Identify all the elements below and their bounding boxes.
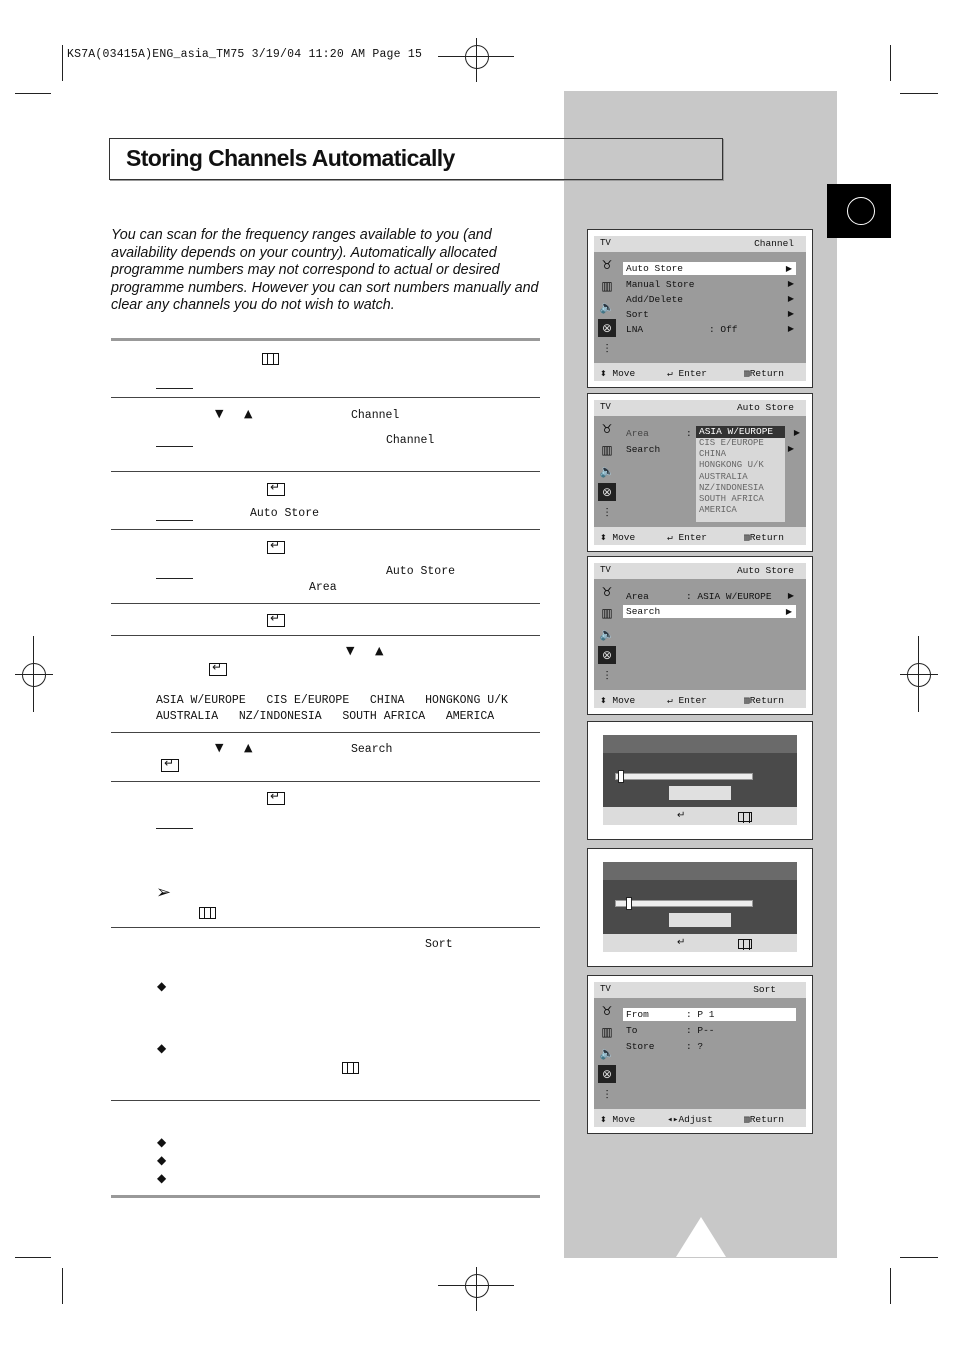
move-label: Move [612,368,636,379]
registration-line [33,636,34,712]
progress-track [615,773,753,780]
enter-button-icon [267,483,285,496]
registration-line [900,674,938,675]
menu-item-manual-store[interactable]: Manual Store [626,279,695,290]
crop-mark [900,93,938,94]
menu-icon: ▥ [744,1114,750,1125]
enter-button-icon [161,759,179,772]
stop-button[interactable] [669,913,731,927]
step-code-auto-store: Auto Store [386,565,456,578]
crop-mark [890,1268,891,1304]
updown-icon: ⬍ [600,533,607,542]
setup-icon: ⫶ [605,342,609,356]
area-option[interactable]: HONGKONG U/K [699,460,764,471]
antenna-icon: ⊗ [598,1065,616,1083]
progress-footer [603,807,797,825]
tv-label: TV [600,565,611,575]
bullet-diamond-icon: ◆ [157,1153,167,1167]
area-option-selected[interactable]: ASIA W/EUROPE [696,426,785,438]
step-divider [111,732,540,733]
menu-item-auto-store[interactable] [623,262,796,275]
tv-label: TV [600,984,611,994]
return-hint [744,368,784,379]
enter-label: Enter [678,695,707,706]
stop-button[interactable] [669,786,731,800]
menu-item-label: Auto Store [626,263,684,274]
registration-line [476,1267,477,1311]
area-item[interactable]: Area [626,591,649,602]
result-underline [156,446,193,447]
submenu-arrow-icon: ▶ [787,444,794,453]
from-label: From [626,1009,649,1020]
antenna-icon: ⊗ [598,646,616,664]
screen-title: Auto Store [736,402,794,413]
area-option[interactable]: AMERICA [699,505,737,516]
enter-button-icon [267,541,285,554]
area-option[interactable]: CIS E/EUROPE [699,438,764,448]
progress-track [615,900,753,907]
step-code-channel: Channel [351,409,400,422]
area-option[interactable]: AUSTRALIA [699,471,748,482]
step-divider [111,635,540,636]
crop-mark [15,93,51,94]
menu-item-sort[interactable]: Sort [626,309,649,320]
setup-icon: ⫶ [605,1088,609,1102]
step-divider [111,471,540,472]
search-item[interactable]: Search [626,444,661,455]
tv-screen-search-progress-1 [587,721,813,840]
registration-mark [22,663,46,687]
return-label: Return [749,695,784,706]
sort-store-row[interactable]: Store [626,1041,655,1052]
picture-icon: ♉ [601,422,613,436]
enter-hint [667,532,707,543]
progress-header [603,735,797,753]
step-code-search: Search [351,743,393,756]
area-list-line1: ASIA W/EUROPE CIS E/EUROPE CHINA HONGKONG U/K [156,694,508,707]
intro-text: You can scan for the frequency ranges available to you (and availability depends on your country). Automatically allocated programme numbers may not correspond to actual or desired programme numbers. However you can sort numbers manually and clear any channels you do not wish to watch. [111,227,539,314]
channel-list-icon: ▥ [601,1025,613,1039]
enter-icon: ↵ [667,532,673,543]
enter-button-icon [267,792,285,805]
enter-hint [667,368,707,379]
page-triangle-icon [676,1217,726,1257]
sound-icon: 🔈 [599,627,615,641]
channel-list-icon: ▥ [601,606,613,620]
menu-icon: ▥ [744,532,750,543]
up-arrow-icon: ▲ [244,741,253,754]
submenu-arrow-icon: ▶ [787,279,794,288]
return-hint [744,695,784,706]
area-colon: : [686,428,692,439]
move-hint [600,532,635,543]
print-header: KS7A(03415A)ENG_asia_TM75 3/19/04 11:20 AM Page 15 [67,48,423,61]
enter-icon: ↵ [677,937,686,948]
registration-mark [465,1274,489,1298]
sort-to-row[interactable]: To [626,1025,638,1036]
menu-icon: ▥ [744,368,750,379]
registration-line [918,636,919,712]
section-rule [111,338,540,341]
area-label: Area [626,428,649,439]
menu-button-icon [262,353,279,365]
tv-screen-search-progress-2 [587,848,813,967]
return-label: Return [749,368,784,379]
area-dropdown[interactable] [696,426,785,522]
return-hint [744,1114,784,1125]
enter-icon: ↵ [677,810,686,821]
move-label: Move [612,695,636,706]
area-option[interactable]: SOUTH AFRICA [699,494,764,505]
step-divider [111,781,540,782]
step-divider [111,1100,540,1101]
antenna-icon: ⊗ [598,483,616,501]
progress-footer [603,934,797,952]
step-code-auto-store: Auto Store [250,507,320,520]
tv-label: TV [600,238,611,248]
move-label: Move [612,532,636,543]
enter-icon: ↵ [667,368,673,379]
step-divider [111,603,540,604]
leftright-icon: ◂▸ [667,1114,679,1125]
registration-line [476,38,477,82]
progress-header [603,862,797,880]
antenna-icon: ⊗ [598,319,616,337]
submenu-arrow-icon: ▶ [787,324,794,333]
tv-screen-auto-store-search [587,556,813,715]
down-arrow-icon: ▼ [215,407,224,420]
setup-icon: ⫶ [605,669,609,683]
result-underline [156,578,193,579]
step-divider [111,529,540,530]
updown-icon: ⬍ [600,1115,607,1124]
registration-line [15,674,53,675]
step-code-sort: Sort [425,938,453,951]
crop-mark [62,1268,63,1304]
tv-screen-auto-store-area [587,393,813,552]
result-underline [156,828,193,829]
menu-item-lna[interactable]: LNA [626,324,644,335]
move-label: Move [612,1114,636,1125]
setup-icon: ⫶ [605,506,609,520]
adjust-hint [667,1114,713,1125]
sound-icon: 🔈 [599,464,615,478]
screen-title: Sort [753,984,776,995]
step-code-channel: Channel [386,434,435,447]
up-arrow-icon: ▲ [375,644,384,657]
move-hint [600,1114,635,1125]
channel-list-icon: ▥ [601,279,613,293]
submenu-arrow-icon: ▶ [785,264,792,273]
enter-label: Enter [678,532,707,543]
menu-item-add-delete[interactable]: Add/Delete [626,294,684,305]
tv-screen-sort [587,975,813,1134]
lna-value: : Off [709,324,738,335]
menu-button-icon [342,1062,359,1074]
picture-icon: ♉ [601,258,613,272]
menu-icon [738,939,752,949]
enter-button-icon [267,614,285,627]
down-arrow-icon: ▼ [215,741,224,754]
crop-mark [900,1257,938,1258]
updown-icon: ⬍ [600,369,607,378]
sound-icon: 🔈 [599,1046,615,1060]
registration-mark [465,45,489,69]
crop-mark [15,1257,51,1258]
submenu-arrow-icon: ▶ [787,294,794,303]
page-title: Storing Channels Automatically [126,145,455,171]
area-value: : ASIA W/EUROPE [686,591,772,602]
up-arrow-icon: ▲ [244,407,253,420]
to-value: : P-- [686,1025,715,1036]
move-hint [600,695,635,706]
search-label: Search [626,606,661,617]
bullet-diamond-icon: ◆ [157,1171,167,1185]
crop-mark [62,45,63,81]
step-code-area: Area [309,581,337,594]
menu-icon: ▥ [744,695,750,706]
screen-title: Channel [754,238,794,249]
progress-knob[interactable] [618,770,624,783]
progress-knob[interactable] [626,897,632,910]
tv-screen-channel-menu [587,229,813,388]
store-value: : ? [686,1041,704,1052]
area-list-line2: AUSTRALIA NZ/INDONESIA SOUTH AFRICA AMERICA [156,710,495,723]
enter-icon: ↵ [667,695,673,706]
crop-mark [890,45,891,81]
menu-icon [738,812,752,822]
return-hint [744,532,784,543]
enter-hint [667,695,707,706]
submenu-arrow-icon: ▶ [787,309,794,318]
updown-icon: ⬍ [600,696,607,705]
tv-label: TV [600,402,611,412]
from-value: : P 1 [686,1009,715,1020]
enter-label: Enter [678,368,707,379]
bullet-diamond-icon: ◆ [157,1041,167,1055]
down-arrow-icon: ▼ [346,644,355,657]
area-option[interactable]: CHINA [699,449,727,460]
menu-button-icon [199,907,216,919]
channel-list-icon: ▥ [601,443,613,457]
search-item[interactable] [623,605,796,618]
return-label: Return [749,532,784,543]
move-hint [600,368,635,379]
screen-title: Auto Store [736,565,794,576]
submenu-arrow-icon: ▶ [793,428,800,437]
bullet-diamond-icon: ◆ [157,1135,167,1149]
result-underline [156,520,193,521]
step-divider [111,927,540,928]
result-underline [156,388,193,389]
picture-icon: ♉ [601,585,613,599]
bullet-diamond-icon: ◆ [157,979,167,993]
picture-icon: ♉ [601,1004,613,1018]
submenu-arrow-icon: ▶ [785,607,792,616]
section-rule [111,1195,540,1198]
note-arrow-icon: ➢ [156,882,172,903]
adjust-label: Adjust [678,1114,713,1125]
submenu-arrow-icon: ▶ [787,591,794,600]
sound-icon: 🔈 [599,300,615,314]
registration-mark [907,663,931,687]
area-option[interactable]: NZ/INDONESIA [699,482,764,493]
enter-button-icon [209,663,227,676]
step-divider [111,397,540,398]
return-label: Return [749,1114,784,1125]
tab-circle-icon [847,197,875,225]
